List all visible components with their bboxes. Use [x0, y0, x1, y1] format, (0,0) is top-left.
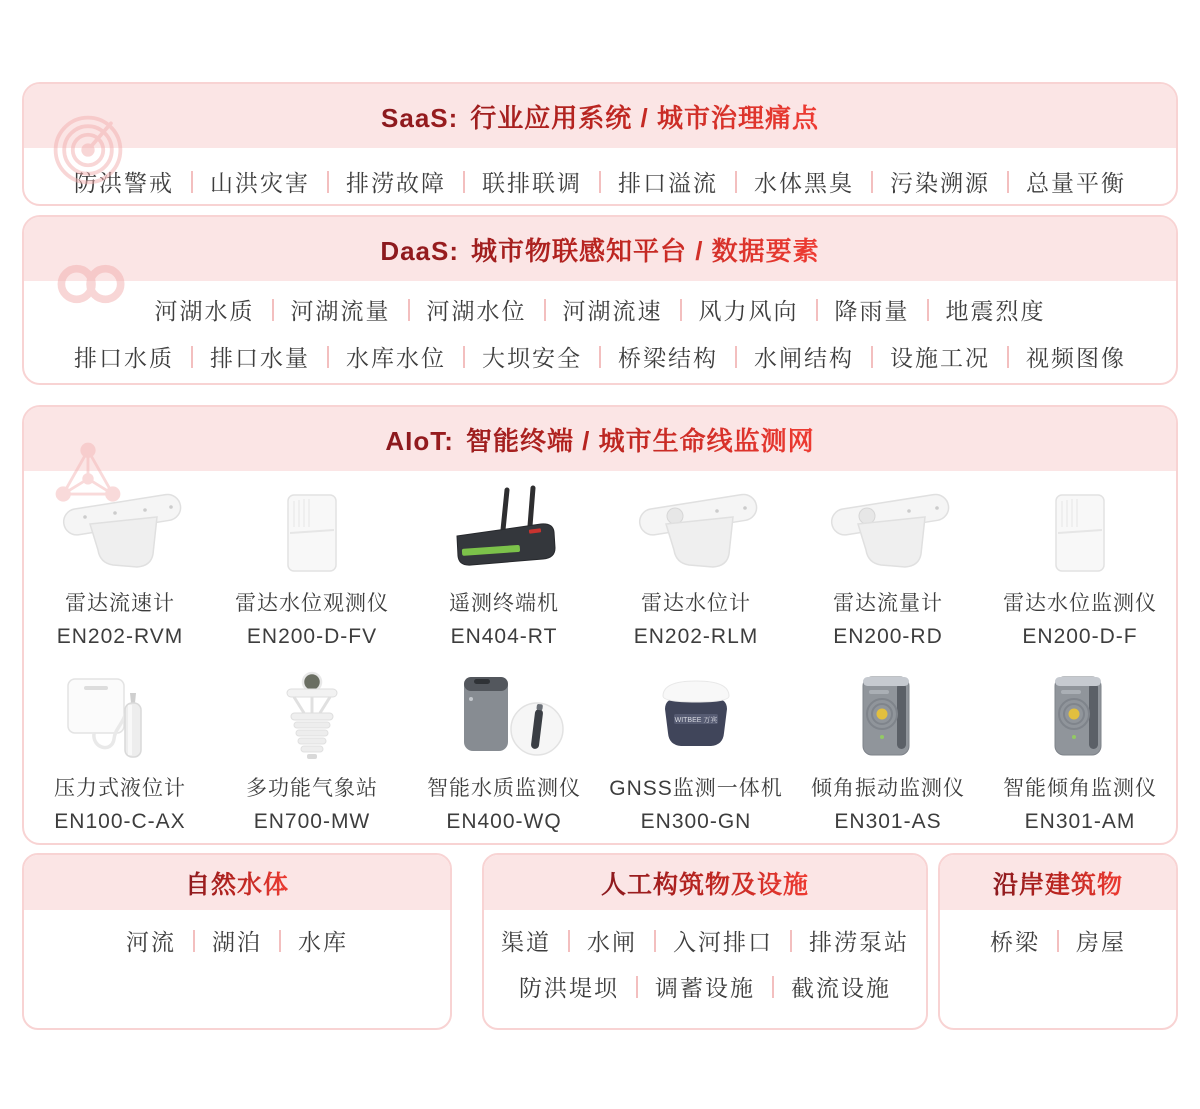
- natural-water-box: [22, 853, 452, 1030]
- product-name: 雷达水位监测仪: [1003, 592, 1157, 615]
- bottom-item: 截流设施: [791, 975, 891, 1001]
- product-card: [216, 481, 408, 650]
- product-card: [408, 666, 600, 835]
- item-divider: [272, 299, 274, 321]
- item-divider: [193, 930, 195, 952]
- item-divider: [1057, 930, 1059, 952]
- item-divider: [327, 346, 329, 368]
- artificial-structures-header: [484, 855, 926, 910]
- product-name: 智能水质监测仪: [427, 777, 581, 800]
- radar-level-monitor-image: [1045, 481, 1115, 579]
- product-grid-row-2: [24, 666, 1176, 835]
- daas-items-row-1: [24, 293, 1176, 326]
- item-divider: [654, 930, 656, 952]
- gnss-badge-text: WITBEE 万宾: [674, 717, 718, 724]
- daas-item: 地震烈度: [945, 298, 1046, 324]
- aiot-title-text: 智能终端 / 城市生命线监测网: [465, 425, 815, 456]
- daas-item: 降雨量: [834, 298, 910, 324]
- water-quality-monitor-image: [434, 666, 574, 764]
- daas-title-text: 城市物联感知平台 / 数据要素: [471, 235, 820, 266]
- artificial-structures-box: [482, 853, 928, 1030]
- item-divider: [790, 930, 792, 952]
- natural-water-title: 自然水体: [185, 865, 289, 901]
- daas-band: [22, 215, 1178, 385]
- saas-band: [22, 82, 1178, 206]
- bottom-item: 调蓄设施: [655, 975, 755, 1001]
- daas-title-label: DaaS:: [380, 235, 460, 266]
- item-divider: [279, 930, 281, 952]
- radar-level-observer-image: [277, 481, 347, 579]
- product-card: [24, 666, 216, 835]
- item-divider: [191, 171, 193, 193]
- saas-item: 总量平衡: [1026, 170, 1126, 196]
- artificial-structures-body: [484, 910, 926, 1003]
- product-model: EN301-AS: [834, 810, 942, 833]
- weather-station-image: [257, 666, 367, 764]
- saas-item: 联排联调: [482, 170, 582, 196]
- product-name: 雷达水位计: [641, 592, 751, 615]
- product-card: [792, 481, 984, 650]
- daas-item: 河湖流量: [290, 298, 391, 324]
- tilt-monitor-image: [1025, 666, 1135, 764]
- radar-flowmeter-image: [813, 481, 963, 579]
- saas-item: 防洪警戒: [74, 170, 174, 196]
- coastal-buildings-header: [940, 855, 1176, 910]
- daas-item: 桥梁结构: [618, 345, 718, 371]
- product-name: 雷达流量计: [833, 592, 943, 615]
- aiot-title: [385, 421, 814, 458]
- product-model: EN200-D-FV: [246, 625, 378, 648]
- daas-item: 设施工况: [890, 345, 990, 371]
- aiot-band-header: [24, 407, 1176, 471]
- product-card: [408, 481, 600, 650]
- product-model: EN200-RD: [833, 625, 943, 648]
- artificial-structures-title: 人工构筑物及设施: [601, 865, 809, 901]
- daas-item: 视频图像: [1026, 345, 1126, 371]
- saas-item: 水体黑臭: [754, 170, 854, 196]
- item-divider: [735, 346, 737, 368]
- product-card: [600, 481, 792, 650]
- natural-water-header: [24, 855, 450, 910]
- bottom-item: 房屋: [1076, 929, 1126, 955]
- product-name: 压力式液位计: [54, 777, 186, 800]
- product-model: EN700-MW: [253, 810, 371, 833]
- item-divider: [599, 346, 601, 368]
- product-card: [216, 666, 408, 835]
- saas-item: 排涝故障: [346, 170, 446, 196]
- product-card: [24, 481, 216, 650]
- saas-item: 排口溢流: [618, 170, 718, 196]
- saas-title-text: 行业应用系统 / 城市治理痛点: [470, 102, 819, 133]
- daas-item: 排口水量: [210, 345, 310, 371]
- daas-item: 水闸结构: [754, 345, 854, 371]
- coastal-buildings-body: [940, 910, 1176, 957]
- natural-water-body: [24, 910, 450, 957]
- aiot-band: [22, 405, 1178, 845]
- tilt-vibration-monitor-image: [833, 666, 943, 764]
- item-divider: [463, 346, 465, 368]
- item-divider: [191, 346, 193, 368]
- product-name: GNSS监测一体机: [609, 777, 783, 800]
- item-divider: [408, 299, 410, 321]
- item-divider: [871, 171, 873, 193]
- product-card: [984, 666, 1176, 835]
- bottom-item: 桥梁: [990, 929, 1040, 955]
- product-name: 智能倾角监测仪: [1003, 777, 1157, 800]
- product-model: EN301-AM: [1024, 810, 1136, 833]
- saas-title: [381, 98, 819, 135]
- telemetry-terminal-image: [429, 481, 579, 579]
- product-grid-row-1: [24, 481, 1176, 650]
- item-divider: [1007, 346, 1009, 368]
- bottom-item: 防洪堤坝: [519, 975, 619, 1001]
- product-name: 遥测终端机: [449, 592, 559, 615]
- daas-item: 排口水质: [74, 345, 174, 371]
- product-model: EN100-C-AX: [54, 810, 186, 833]
- bottom-item: 水闸: [587, 929, 637, 955]
- daas-item: 河湖水位: [426, 298, 527, 324]
- daas-band-header: [24, 217, 1176, 281]
- saas-item: 山洪灾害: [210, 170, 310, 196]
- saas-items-row: [24, 165, 1176, 198]
- item-divider: [772, 976, 774, 998]
- product-model: EN300-GN: [640, 810, 752, 833]
- daas-items-row-2: [24, 340, 1176, 373]
- natural-water-items: [24, 924, 450, 957]
- bottom-item: 渠道: [501, 929, 551, 955]
- radar-velocimeter-image: [45, 481, 195, 579]
- pressure-level-gauge-image: [60, 666, 180, 764]
- bottom-item: 湖泊: [212, 929, 262, 955]
- radar-level-gauge-image: [621, 481, 771, 579]
- bottom-item: 入河排口: [673, 929, 773, 955]
- item-divider: [927, 299, 929, 321]
- item-divider: [871, 346, 873, 368]
- daas-band-body: [24, 281, 1176, 373]
- product-name: 倾角振动监测仪: [811, 777, 965, 800]
- daas-item: 水库水位: [346, 345, 446, 371]
- artificial-structures-items-row-1: [484, 924, 926, 957]
- daas-title: [380, 231, 819, 268]
- item-divider: [1007, 171, 1009, 193]
- product-name: 雷达水位观测仪: [235, 592, 389, 615]
- aiot-title-label: AIoT:: [385, 425, 454, 456]
- product-card: [984, 481, 1176, 650]
- item-divider: [544, 299, 546, 321]
- item-divider: [599, 171, 601, 193]
- artificial-structures-items-row-2: [484, 970, 926, 1003]
- daas-item: 大坝安全: [482, 345, 582, 371]
- saas-band-header: [24, 84, 1176, 148]
- bottom-item: 排涝泵站: [809, 929, 909, 955]
- daas-item: 风力风向: [698, 298, 799, 324]
- item-divider: [816, 299, 818, 321]
- product-name: 多功能气象站: [246, 777, 378, 800]
- bottom-item: 水库: [298, 929, 348, 955]
- product-card: [792, 666, 984, 835]
- coastal-buildings-title: 沿岸建筑物: [993, 865, 1123, 901]
- item-divider: [735, 171, 737, 193]
- gnss-monitor-image: [631, 666, 761, 764]
- item-divider: [463, 171, 465, 193]
- product-model: EN200-D-F: [1022, 625, 1138, 648]
- product-model: EN400-WQ: [446, 810, 562, 833]
- product-model: EN404-RT: [450, 625, 558, 648]
- saas-title-label: SaaS:: [381, 102, 459, 133]
- product-model: EN202-RVM: [56, 625, 184, 648]
- product-card: [600, 666, 792, 835]
- daas-item: 河湖水质: [154, 298, 255, 324]
- item-divider: [680, 299, 682, 321]
- saas-item: 污染溯源: [890, 170, 990, 196]
- bottom-item: 河流: [126, 929, 176, 955]
- item-divider: [636, 976, 638, 998]
- coastal-buildings-box: [938, 853, 1178, 1030]
- product-name: 雷达流速计: [65, 592, 175, 615]
- daas-item: 河湖流速: [562, 298, 663, 324]
- coastal-buildings-items: [940, 924, 1176, 957]
- item-divider: [327, 171, 329, 193]
- item-divider: [568, 930, 570, 952]
- product-model: EN202-RLM: [633, 625, 759, 648]
